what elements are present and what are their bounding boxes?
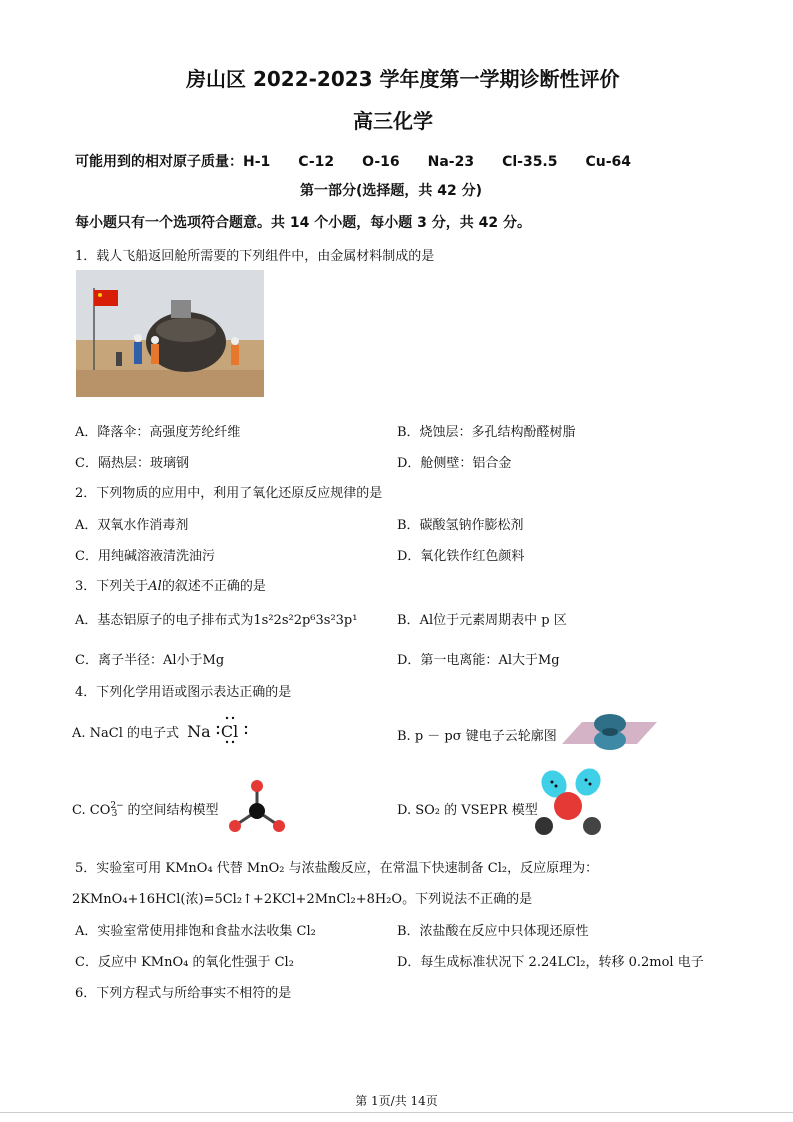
q3-d-mg: Mg	[538, 653, 560, 668]
q5-option-a: A．实验室常使用排饱和食盐水法收集 Cl₂	[75, 924, 316, 939]
q6-stem: 6．下列方程式与所给事实不相符的是	[75, 986, 292, 1001]
page-number: 第 1页/共 14页	[355, 1094, 438, 1108]
q3-c-pre: C．离子半径：	[75, 653, 163, 668]
q4-option-b: B. p － pσ 键电子云轮廓图	[397, 729, 557, 744]
q5-equation: 2KMnO₄+16HCl(浓)=5Cl₂↑+2KCl+2MnCl₂+8H₂O。下列说法不正确的是	[72, 892, 533, 907]
q2-stem: 2．下列物质的应用中，利用了氧化还原反应规律的是	[75, 486, 383, 501]
q1-option-d: D．舱侧壁：铝合金	[397, 456, 512, 471]
q3-option-d	[397, 649, 560, 668]
q4-option-a	[72, 722, 244, 741]
q2-option-d: D．氧化铁作红色颜料	[397, 549, 525, 564]
capsule-photo	[76, 270, 264, 397]
q3-a-config: 1s²2s²2p⁶3s²3p¹	[253, 613, 358, 628]
q3-b-post: 位于元素周期表中 p 区	[433, 613, 567, 628]
page-subtitle: 高三化学	[353, 109, 433, 133]
q3-stem-al: Al	[148, 579, 162, 594]
q1-stem: 1．载人飞船返回舱所需要的下列组件中，由金属材料制成的是	[75, 249, 435, 264]
page-title: 房山区 2022-2023 学年度第一学期诊断性评价	[186, 67, 620, 91]
so2-vsepr-model-icon	[530, 768, 620, 840]
q3-c-al: Al	[162, 653, 177, 668]
p-p-sigma-orbital-icon	[552, 710, 662, 754]
q2-option-b: B．碳酸氢钠作膨松剂	[397, 518, 524, 533]
q4-option-d: D. SO₂ 的 VSEPR 模型	[397, 803, 538, 818]
q3-c-mid: 小于	[176, 653, 203, 668]
q4-a-cl-dots	[215, 722, 244, 741]
part-heading: 第一部分(选择题，共 42 分)	[300, 183, 483, 199]
q3-d-mid: 大于	[511, 653, 538, 668]
electron-dots-icon	[215, 715, 249, 745]
carbonate-model-icon	[222, 777, 292, 837]
q3-option-b	[397, 609, 567, 628]
q3-d-pre: D．第一电离能：	[397, 653, 499, 668]
q4-a-cl: Cl	[220, 722, 239, 741]
q3-d-al: Al	[498, 653, 512, 668]
instruction: 每小题只有一个选项符合题意。共 14 个小题，每小题 3 分，共 42 分。	[75, 215, 531, 231]
q3-option-a	[75, 609, 357, 628]
q1-option-b: B．烧蚀层：多孔结构酚醛树脂	[397, 425, 576, 440]
q4-c-post: 的空间结构模型	[127, 803, 219, 818]
q3-c-mg: Mg	[202, 653, 225, 668]
q4-c-sub: 3	[111, 809, 118, 819]
q4-option-c	[72, 799, 219, 819]
q4-c-charge: 2−	[110, 801, 124, 811]
q4-a-pre: A. NaCl 的电子式	[72, 726, 180, 741]
q2-option-a: A．双氧水作消毒剂	[75, 518, 189, 533]
q2-option-c: C．用纯碱溶液清洗油污	[75, 549, 215, 564]
q3-stem-post: 的叙述不正确的是	[161, 579, 266, 594]
q4-c-pre: C. CO	[72, 803, 111, 818]
q5-stem: 5．实验室可用 KMnO₄ 代替 MnO₂ 与浓盐酸反应，在常温下快速制备 Cl₂，反应原理为：	[75, 861, 599, 876]
q1-option-a: A．降落伞：高强度芳纶纤维	[75, 425, 241, 440]
q5-option-d: D．每生成标准状况下 2.24LCl₂，转移 0.2mol 电子	[397, 955, 704, 970]
q4-a-na: Na	[187, 722, 211, 741]
q3-a-pre: A．基态铝原子的电子排布式为	[75, 613, 254, 628]
q3-stem	[75, 575, 266, 594]
q5-option-c: C．反应中 KMnO₄ 的氧化性强于 Cl₂	[75, 955, 294, 970]
q3-stem-pre: 3．下列关于	[75, 579, 149, 594]
q3-b-al: Al	[419, 613, 434, 628]
q3-option-c	[75, 649, 224, 668]
q4-stem: 4．下列化学用语或图示表达正确的是	[75, 685, 292, 700]
atomic-masses: 可能用到的相对原子质量：H-1 C-12 O-16 Na-23 Cl-35.5 Cu-64	[75, 154, 632, 170]
q5-option-b: B．浓盐酸在反应中只体现还原性	[397, 924, 589, 939]
q1-option-c: C．隔热层：玻璃钢	[75, 456, 189, 471]
q3-b-pre: B．	[397, 613, 420, 628]
bottom-divider	[0, 1112, 793, 1113]
